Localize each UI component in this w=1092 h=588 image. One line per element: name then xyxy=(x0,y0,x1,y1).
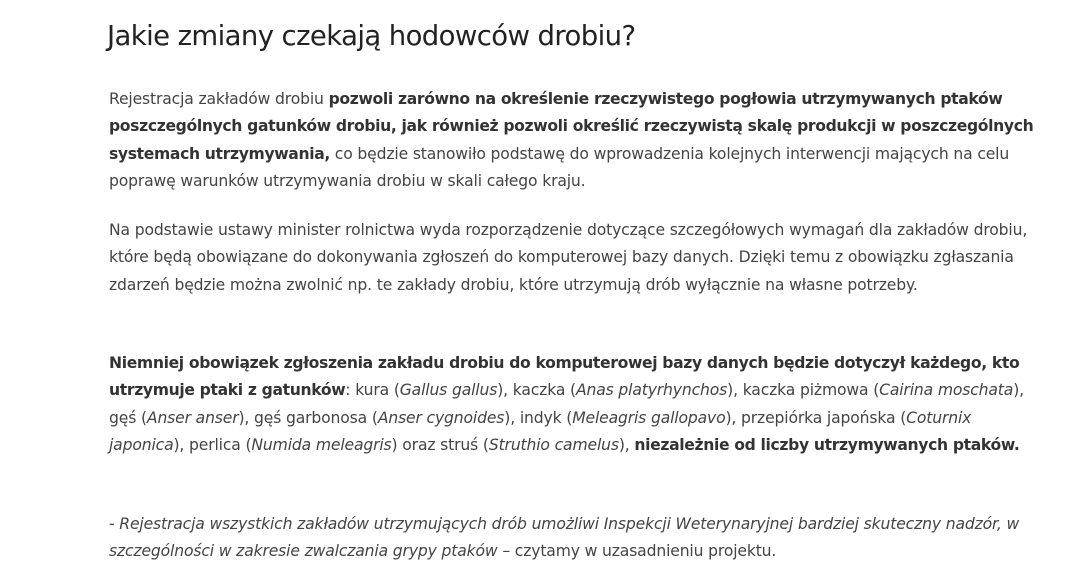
paragraph-text: ), kaczka ( xyxy=(497,381,576,400)
species-latin-name: Numida meleagris xyxy=(251,435,392,454)
species-latin-name: Anser anser xyxy=(146,408,239,427)
paragraph-text: co będzie stanowiło podstawę do wprowadzenia kolejnych interwencji mających na celu poprawę warunków utrzymywania drobiu w skali całego kraju. xyxy=(109,144,1010,190)
bold-text: niezależnie od liczby utrzymywanych ptaków. xyxy=(634,435,1020,454)
bold-text: Niemniej obowiązek zgłoszenia zakładu drobiu do komputerowej bazy danych będzie dotyczył każdego, kto utrzymuje ptaki z gatunków xyxy=(109,354,1020,400)
paragraph-text: ), indyk ( xyxy=(504,408,573,427)
quote-text: - Rejestracja wszystkich zakładów utrzymujących drób umożliwi Inspekcji Weterynaryjnej bardziej skuteczny nadzór, w szczególności w zakresie zwalczania grypy ptaków xyxy=(109,515,1020,561)
species-latin-name: Anser cygnoides xyxy=(377,408,505,427)
paragraph-text: ), gęś ( xyxy=(109,381,1024,427)
paragraph-text: ), gęś garbonosa ( xyxy=(238,408,378,427)
paragraph-text: : kura ( xyxy=(345,381,400,400)
paragraph-quote xyxy=(109,511,1044,566)
paragraph-ministerial-regulation: Na podstawie ustawy minister rolnictwa wyda rozporządzenie dotyczące szczegółowych wymagań dla zakładów drobiu, które będą obowiązane do dokonywania zgłoszeń do komputerowej bazy danych. Dzięki temu z obowiązku zgłaszania zdarzeń będzie można zwolnić np. te zakłady drobiu, które utrzymują drób wyłącznie na własne potrzeby. xyxy=(109,221,1028,294)
paragraph-text: – czytamy w uzasadnieniu projektu. xyxy=(497,542,777,561)
paragraph-registration-purpose xyxy=(109,86,1044,195)
species-latin-name: Anas platyrhynchos xyxy=(575,381,728,400)
section-heading: Jakie zmiany czekają hodowców drobiu? xyxy=(107,20,636,52)
species-latin-name: Struthio camelus xyxy=(488,435,619,454)
paragraph-species-list xyxy=(109,350,1044,459)
species-latin-name: Cairina moschata xyxy=(879,381,1014,400)
species-latin-name: Coturnix japonica xyxy=(109,408,972,454)
paragraph-text: ), xyxy=(618,435,635,454)
species-latin-name: Meleagris gallopavo xyxy=(572,408,726,427)
bold-text: pozwoli zarówno na określenie rzeczywistego pogłowia utrzymywanych ptaków poszczególnych gatunków drobiu, jak również pozwoli określić rzeczywistą skalę produkcji w poszczególnych systemach utrzymywania, xyxy=(109,90,1034,163)
paragraph-text: Rejestracja zakładów drobiu xyxy=(109,90,329,108)
paragraph-text: ), kaczka piżmowa ( xyxy=(727,381,880,400)
paragraph-text: ), perlica ( xyxy=(173,435,252,454)
paragraph-text: ) oraz struś ( xyxy=(391,435,489,454)
species-latin-name: Gallus gallus xyxy=(399,381,498,400)
paragraph-text: ), przepiórka japońska ( xyxy=(725,408,907,427)
